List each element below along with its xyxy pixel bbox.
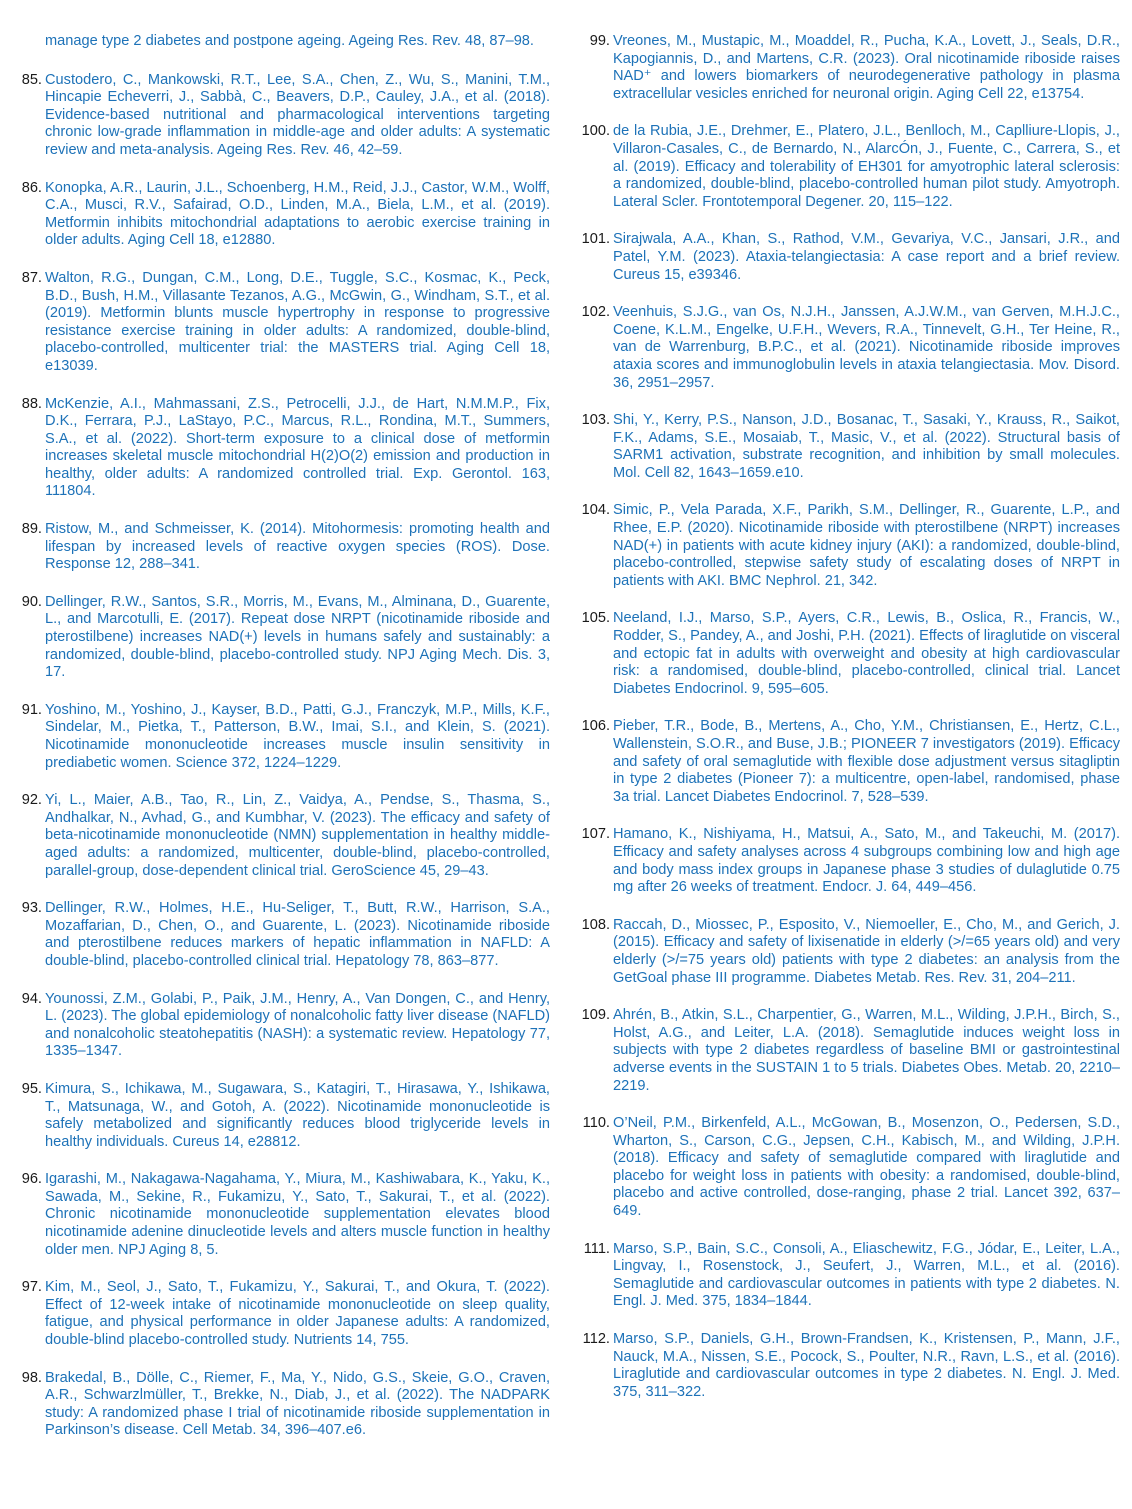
reference-text[interactable]: Hamano, K., Nishiyama, H., Matsui, A., Sato, M., and Takeuchi, M. (2017). Efficacy and safety analyses across 4 subgroups combining low and high age and body mass index groups in Japanese phase 3 studies of dulaglutide 0.75 mg after 26 weeks of treatment. Endocr. J. 64, 449–456. xyxy=(613,826,1120,896)
reference-item[interactable] xyxy=(10,270,550,376)
reference-text[interactable]: Sirajwala, A.A., Khan, S., Rathod, V.M., Gevariya, V.C., Jansari, J.R., and Patel, Y.M. (2023). Ataxia-telangiectasia: A case report and a brief review. Cureus 15, e39346. xyxy=(613,231,1120,283)
reference-item[interactable] xyxy=(578,502,1120,590)
reference-text[interactable]: Kim, M., Seol, J., Sato, T., Fukamizu, Y., Sakurai, T., and Okura, T. (2022). Effect of 12-week intake of nicotinamide mononucleotide on sleep quality, fatigue, and physical performance in older Japanese adults: A randomized, double-blind placebo-controlled study. Nutrients 14, 755. xyxy=(45,1279,550,1349)
reference-continuation[interactable] xyxy=(10,33,550,51)
reference-text[interactable]: Marso, S.P., Bain, S.C., Consoli, A., Eliaschewitz, F.G., Jódar, E., Leiter, L.A., Lingvay, I., Rosenstock, J., Seufert, J., Warren, M.L., et al. (2016). Semaglutide and cardiovascular outcomes in patients with type 2 diabetes. N. Engl. J. Med. 375, 1834–1844. xyxy=(613,1240,1120,1310)
reference-number: 93. xyxy=(21,900,42,917)
reference-text[interactable]: Konopka, A.R., Laurin, J.L., Schoenberg, H.M., Reid, J.J., Castor, W.M., Wolff, C.A., Musci, R.V., Safairad, O.D., Linden, M.A., Biela, L.M., et al. (2019). Metformin inhibits mitochondrial adaptations to aerobic exercise training in older adults. Aging Cell 18, e12880. xyxy=(45,179,550,249)
reference-item[interactable] xyxy=(10,1370,550,1440)
reference-number: 94. xyxy=(21,990,42,1007)
reference-item[interactable] xyxy=(10,991,550,1061)
left-column xyxy=(10,33,550,1460)
reference-text[interactable]: Marso, S.P., Daniels, G.H., Brown-Frandsen, K., Kristensen, P., Mann, J.F., Nauck, M.A., Nissen, S.E., Pocock, S., Poulter, N.R., Ravn, L.S., et al. (2016). Liraglutide and cardiovascular outcomes in type 2 diabetes. N. Engl. J. Med. 375, 311–322. xyxy=(613,1331,1120,1400)
reference-item[interactable] xyxy=(578,917,1120,987)
reference-item[interactable] xyxy=(10,900,550,970)
reference-text[interactable]: Ristow, M., and Schmeisser, K. (2014). Mitohormesis: promoting health and lifespan by increased levels of reactive oxygen species (ROS). Dose. Response 12, 288–341. xyxy=(45,521,550,573)
reference-number: 101. xyxy=(581,231,610,248)
reference-text[interactable]: de la Rubia, J.E., Drehmer, E., Platero, J.L., Benlloch, M., Caplliure-Llopis, J., Villaron-Casales, C., de Bernardo, N., AlarcÓn, J., Fuente, C., Carrera, S., et al. (2019). Efficacy and tolerability of EH301 for amyotrophic lateral sclerosis: a randomized, double-blind, placebo-controlled human pilot study. Amyotroph. Lateral Scler. Frontotemporal Degener. 20, 115–122. xyxy=(613,123,1120,210)
reference-item[interactable] xyxy=(10,792,550,880)
reference-text[interactable]: Ahrén, B., Atkin, S.L., Charpentier, G., Warren, M.L., Wilding, J.P.H., Birch, S., Holst, A.G., and Leiter, L.A. (2018). Semaglutide induces weight loss in subjects with type 2 diabetes regardless of baseline BMI or gastrointestinal adverse events in the SUSTAIN 1 to 5 trials. Diabetes Obes. Metab. 20, 2210–2219. xyxy=(613,1007,1120,1094)
reference-number: 106. xyxy=(581,718,610,735)
reference-text[interactable]: Walton, R.G., Dungan, C.M., Long, D.E., Tuggle, S.C., Kosmac, K., Peck, B.D., Bush, H.M., Villasante Tezanos, A.G., McGwin, G., Windham, S.T., et al. (2019). Metformin blunts muscle hypertrophy in response to progressive resistance exercise training in older adults: A randomized, double-blind, placebo-controlled, multicenter trial: the MASTERS trial. Aging Cell 18, e13039. xyxy=(45,269,550,374)
reference-number: 98. xyxy=(21,1369,42,1386)
reference-text[interactable]: Veenhuis, S.J.G., van Os, N.J.H., Janssen, A.J.W.M., van Gerven, M.H.J.C., Coene, K.L.M., Engelke, U.F.H., Wevers, R.A., Tinnevelt, G.H., Ter Heine, R., van de Warrenburg, B.P.C., et al. (2021). Nicotinamide riboside improves ataxia scores and immunoglobulin levels in ataxia telangiectasia. Mov. Disord. 36, 2951–2957. xyxy=(613,304,1120,391)
reference-item[interactable] xyxy=(578,33,1120,103)
reference-text[interactable]: Shi, Y., Kerry, P.S., Nanson, J.D., Bosanac, T., Sasaki, Y., Krauss, R., Saikot, F.K., Adams, S.E., Mosaiab, T., Masic, V., et al. (2022). Structural basis of SARM1 activation, substrate recognition, and inhibition by small molecules. Mol. Cell 82, 1643–1659.e10. xyxy=(613,412,1120,481)
reference-number: 100. xyxy=(581,123,610,140)
reference-number: 102. xyxy=(581,304,610,321)
reference-text[interactable]: Brakedal, B., Dölle, C., Riemer, F., Ma, Y., Nido, G.S., Skeie, G.O., Craven, A.R., Schwarzlmüller, T., Brekke, N., Diab, J., et al. (2022). The NADPARK study: A randomized phase I trial of nicotinamide riboside supplementation in Parkinson’s disease. Cell Metab. 34, 396–407.e6. xyxy=(45,1369,550,1439)
reference-number: 89. xyxy=(21,521,42,538)
reference-text[interactable]: Igarashi, M., Nakagawa-Nagahama, Y., Miura, M., Kashiwabara, K., Yaku, K., Sawada, M., Sekine, R., Fukamizu, Y., Sato, T., Sakurai, T., et al. (2022). Chronic nicotinamide mononucleotide supplementation elevates blood nicotinamide adenine dinucleotide levels and alters muscle function in healthy older men. NPJ Aging 8, 5. xyxy=(45,1171,550,1258)
reference-text[interactable]: Dellinger, R.W., Holmes, H.E., Hu-Seliger, T., Butt, R.W., Harrison, S.A., Mozaffarian, D., Chen, O., and Guarente, L. (2023). Nicotinamide riboside and pterostilbene reduces markers of hepatic inflammation in NAFLD: A double-blind, placebo-controlled clinical trial. Hepatology 78, 863–877. xyxy=(45,900,550,969)
reference-number: 109. xyxy=(581,1007,610,1024)
reference-number: 97. xyxy=(21,1279,42,1296)
reference-item[interactable] xyxy=(578,123,1120,211)
reference-item[interactable] xyxy=(10,72,550,160)
reference-item[interactable] xyxy=(10,521,550,574)
reference-text[interactable]: Neeland, I.J., Marso, S.P., Ayers, C.R., Lewis, B., Oslica, R., Francis, W., Rodder, S., Pandey, A., and Joshi, P.H. (2021). Effects of liraglutide on visceral and ectopic fat in adults with overweight and obesity at high cardiovascular risk: a randomised, double-blind, placebo-controlled, clinical trial. Lancet Diabetes Endocrinol. 9, 595–605. xyxy=(613,610,1121,697)
reference-list-right xyxy=(578,33,1120,1401)
reference-item[interactable] xyxy=(578,610,1120,698)
reference-number: 96. xyxy=(21,1171,42,1188)
reference-number: 107. xyxy=(581,826,610,843)
reference-number: 91. xyxy=(21,701,42,718)
reference-number: 105. xyxy=(581,610,610,627)
reference-text[interactable]: manage type 2 diabetes and postpone ageing. Ageing Res. Rev. 48, 87–98. xyxy=(45,33,534,49)
reference-item[interactable] xyxy=(578,231,1120,284)
reference-number: 104. xyxy=(581,502,610,519)
reference-number: 103. xyxy=(581,412,610,429)
reference-item[interactable] xyxy=(10,594,550,682)
reference-number: 86. xyxy=(21,179,42,196)
reference-number: 92. xyxy=(21,792,42,809)
reference-number: 88. xyxy=(21,395,42,412)
reference-text[interactable]: Younossi, Z.M., Golabi, P., Paik, J.M., Henry, A., Van Dongen, C., and Henry, L. (2023). The global epidemiology of nonalcoholic fatty liver disease (NAFLD) and nonalcoholic steatohepatitis (NASH): a systematic review. Hepatology 77, 1335–1347. xyxy=(45,990,550,1060)
reference-number: 111. xyxy=(583,1240,610,1257)
reference-list-left xyxy=(10,72,550,1440)
reference-item[interactable] xyxy=(578,826,1120,896)
reference-text[interactable]: Kimura, S., Ichikawa, M., Sugawara, S., Katagiri, T., Hirasawa, Y., Ishikawa, T., Matsunaga, W., and Gotoh, A. (2022). Nicotinamide mononucleotide is safely metabolized and significantly reduces blood triglyceride levels in healthy individuals. Cureus 14, e28812. xyxy=(45,1080,550,1150)
reference-number: 112. xyxy=(582,1331,610,1348)
reference-text[interactable]: Custodero, C., Mankowski, R.T., Lee, S.A., Chen, Z., Wu, S., Manini, T.M., Hincapie Echeverri, J., Sabbà, C., Beavers, D.P., Cauley, J.A., et al. (2018). Evidence-based nutritional and pharmacological interventions targeting chronic low-grade inflammation in middle-age and older adults: A systematic review and meta-analysis. Ageing Res. Rev. 46, 42–59. xyxy=(45,71,550,158)
reference-text[interactable]: Yoshino, M., Yoshino, J., Kayser, B.D., Patti, G.J., Franczyk, M.P., Mills, K.F., Sindelar, M., Pietka, T., Patterson, B.W., Imai, S.I., and Klein, S. (2021). Nicotinamide mononucleotide increases muscle insulin sensitivity in prediabetic women. Science 372, 1224–1229. xyxy=(45,701,550,771)
reference-item[interactable] xyxy=(578,304,1120,392)
reference-number: 110. xyxy=(582,1115,610,1132)
reference-number: 99. xyxy=(589,33,610,49)
reference-text[interactable]: Raccah, D., Miossec, P., Esposito, V., Niemoeller, E., Cho, M., and Gerich, J. (2015). Efficacy and safety of lixisenatide in elderly (>/=65 years old) and very elderly (>/=75 years old) patients with type 2 diabetes: an analysis from the GetGoal phase III programme. Diabetes Metab. Res. Rev. 31, 204–211. xyxy=(613,916,1120,986)
reference-item[interactable] xyxy=(578,1331,1120,1401)
reference-text[interactable]: Dellinger, R.W., Santos, S.R., Morris, M., Evans, M., Alminana, D., Guarente, L., and Marcotulli, E. (2017). Repeat dose NRPT (nicotinamide riboside and pterostilbene) increases NAD(+) levels in humans safely and sustainably: a randomized, double-blind, placebo-controlled study. NPJ Aging Mech. Dis. 3, 17. xyxy=(45,593,550,681)
reference-item[interactable] xyxy=(10,1171,550,1259)
reference-text[interactable]: O’Neil, P.M., Birkenfeld, A.L., McGowan, B., Mosenzon, O., Pedersen, S.D., Wharton, S., Carson, C.G., Jepsen, C.H., Kabisch, M., and Wilding, J.P.H. (2018). Efficacy and safety of semaglutide compared with liraglutide and placebo for weight loss in patients with obesity: a randomised, double-blind, placebo and active controlled, dose-ranging, phase 2 trial. Lancet 392, 637–649. xyxy=(613,1115,1120,1220)
right-column xyxy=(578,33,1120,1421)
reference-number: 95. xyxy=(21,1080,42,1097)
reference-item[interactable] xyxy=(10,1081,550,1151)
reference-item[interactable] xyxy=(578,412,1120,482)
reference-number: 85. xyxy=(21,71,42,88)
reference-number: 108. xyxy=(581,916,610,933)
reference-text[interactable]: Pieber, T.R., Bode, B., Mertens, A., Cho, Y.M., Christiansen, E., Hertz, C.L., Wallenstein, S.O.R., and Buse, J.B.; PIONEER 7 investigators (2019). Efficacy and safety of oral semaglutide with flexible dose adjustment versus sitagliptin in type 2 diabetes (Pioneer 7): a multicentre, open-label, randomised, phase 3a trial. Lancet Diabetes Endocrinol. 7, 528–539. xyxy=(613,718,1120,805)
reference-item[interactable] xyxy=(10,396,550,502)
reference-text[interactable]: McKenzie, A.I., Mahmassani, Z.S., Petrocelli, J.J., de Hart, N.M.M.P., Fix, D.K., Ferrara, P.J., LaStayo, P.C., Marcus, R.L., Rondina, M.T., Summers, S.A., et al. (2022). Short-term exposure to a clinical dose of metformin increases skeletal muscle mitochondrial H(2)O(2) emission and production in healthy, older adults: A randomized controlled trial. Exp. Gerontol. 163, 111804. xyxy=(45,395,550,500)
reference-text[interactable]: Vreones, M., Mustapic, M., Moaddel, R., Pucha, K.A., Lovett, J., Seals, D.R., Kapogiannis, D., and Martens, C.R. (2023). Oral nicotinamide riboside raises NAD⁺ and lowers biomarkers of neurodegenerative pathology in plasma extracellular vesicles enriched for neuronal origin. Aging Cell 22, e13754. xyxy=(613,33,1120,102)
reference-item[interactable] xyxy=(10,180,550,250)
reference-item[interactable] xyxy=(10,1279,550,1349)
reference-item[interactable] xyxy=(578,718,1120,806)
reference-item[interactable] xyxy=(578,1115,1120,1221)
reference-item[interactable] xyxy=(10,702,550,772)
reference-number: 87. xyxy=(21,269,42,286)
reference-number: 90. xyxy=(21,593,42,610)
reference-item[interactable] xyxy=(578,1007,1120,1095)
reference-text[interactable]: Simic, P., Vela Parada, X.F., Parikh, S.M., Dellinger, R., Guarente, L.P., and Rhee, E.P. (2020). Nicotinamide riboside with pterostilbene (NRPT) increases NAD(+) in patients with acute kidney injury (AKI): a randomized, double-blind, placebo-controlled, stepwise safety study of escalating doses of NRPT in patients with AKI. BMC Nephrol. 21, 342. xyxy=(613,502,1120,589)
reference-text[interactable]: Yi, L., Maier, A.B., Tao, R., Lin, Z., Vaidya, A., Pendse, S., Thasma, S., Andhalkar, N., Avhad, G., and Kumbhar, V. (2023). The efficacy and safety of beta-nicotinamide mononucleotide (NMN) supplementation in healthy middle-aged adults: a randomized, multicenter, double-blind, placebo-controlled, parallel-group, dose-dependent clinical trial. GeroScience 45, 29–43. xyxy=(45,792,550,879)
reference-item[interactable] xyxy=(578,1241,1120,1311)
